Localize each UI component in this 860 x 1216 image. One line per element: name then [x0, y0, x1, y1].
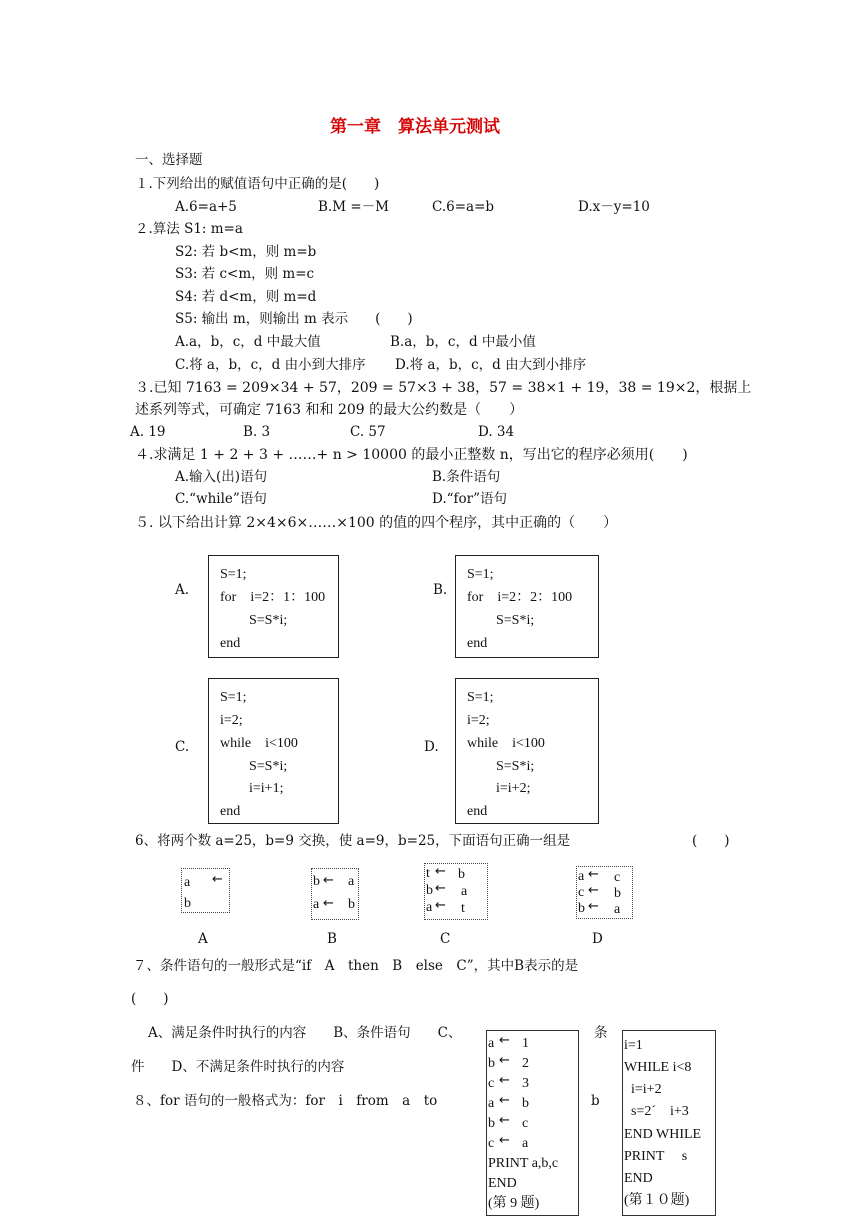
q2-option-d: D.将 a，b，c，d 由大到小排序: [395, 357, 587, 373]
var-name: c: [614, 870, 621, 885]
q2-line: ２.算法 S1: m=a: [135, 221, 243, 237]
code-line: i=2;: [220, 713, 243, 728]
q10-caption: (第１０题): [624, 1193, 690, 1208]
var-name: a: [426, 900, 433, 915]
var-name: b: [488, 1116, 495, 1131]
code-line: END: [488, 1176, 517, 1191]
var-name: b: [426, 883, 433, 898]
assign-value: 2: [522, 1056, 529, 1071]
assign-arrow-icon: ←: [588, 899, 599, 914]
var-name: b: [458, 867, 465, 882]
code-line: S=1;: [467, 690, 494, 705]
code-line: END WHILE: [624, 1127, 702, 1142]
q1-option-b: B.M =－M: [318, 199, 389, 215]
var-name: a: [184, 875, 191, 890]
q4-option-c: C.“while”语句: [175, 491, 267, 507]
code-line: END: [624, 1171, 653, 1186]
var-name: b: [348, 897, 355, 912]
q7-line2: ( ): [131, 991, 169, 1007]
var-name: c: [488, 1136, 495, 1151]
code-line: end: [220, 636, 241, 651]
q4-option-d: D.“for”语句: [432, 491, 508, 507]
code-line: S=1;: [220, 690, 247, 705]
code-line: i=i+2: [631, 1082, 662, 1097]
q4-option-a: A.输入(出)语句: [175, 469, 268, 485]
assign-arrow-icon: ←: [499, 1113, 510, 1128]
code-line: end: [220, 804, 241, 819]
q6-label-b: B: [327, 931, 337, 947]
swap-box-a: [181, 868, 230, 913]
q5-label-d: D.: [424, 739, 439, 755]
q4-stem: ４.求满足 1 + 2 + 3 + ……+ n > 10000 的最小正整数 n，写出它的程序必须用( ): [135, 447, 688, 463]
q6-label-c: C: [440, 931, 451, 947]
q2-option-b: B.a，b，c，d 中最小值: [390, 334, 536, 350]
q3-line2: 述系列等式，可确定 7163 和和 209 的最大公约数是（ ）: [135, 402, 524, 418]
assign-arrow-icon: ←: [212, 872, 223, 887]
q2-line: S4: 若 d<m，则 m=d: [175, 289, 317, 305]
assign-arrow-icon: ←: [499, 1053, 510, 1068]
assign-value: a: [522, 1136, 529, 1151]
section-heading: 一、选择题: [135, 152, 203, 168]
assign-arrow-icon: ←: [499, 1033, 510, 1048]
q7-line3-tail: 条: [594, 1025, 608, 1041]
var-name: t: [426, 866, 430, 881]
var-name: b: [313, 874, 320, 889]
var-name: c: [488, 1076, 495, 1091]
q5-label-a: A.: [175, 582, 190, 598]
code-line: PRINT a,b,c: [488, 1156, 559, 1171]
q2-line: S3: 若 c<m，则 m=c: [175, 266, 315, 282]
q9-caption: (第 9 题): [488, 1196, 540, 1211]
q6-label-a: A: [198, 931, 208, 947]
q9-program-box: [486, 1030, 579, 1216]
assign-arrow-icon: ←: [499, 1133, 510, 1148]
var-name: b: [184, 896, 191, 911]
code-line: S=1;: [467, 567, 494, 582]
q8-line1-tail: b: [591, 1093, 600, 1109]
var-name: a: [488, 1096, 495, 1111]
q7-line1: ７、条件语句的一般形式是“if A then B else C”，其中B表示的是: [133, 958, 579, 974]
q4-option-b: B.条件语句: [432, 469, 501, 485]
var-name: b: [578, 901, 585, 916]
page-title: 第一章 算法单元测试: [330, 117, 500, 137]
q2-option-c: C.将 a，b，c，d 由小到大排序: [175, 357, 366, 373]
code-line: S=S*i;: [249, 759, 288, 774]
assign-arrow-icon: ←: [323, 873, 334, 888]
q3-option-a: A. 19: [130, 424, 166, 440]
code-line: i=i+1;: [249, 781, 284, 796]
assign-arrow-icon: ←: [435, 898, 446, 913]
code-line: for i=2：2：100: [467, 590, 573, 605]
var-name: t: [461, 901, 465, 916]
swap-box-c: [424, 863, 488, 920]
code-line: i=i+2;: [496, 781, 531, 796]
q7-line3: A、满足条件时执行的内容 B、条件语句 C、: [148, 1025, 462, 1041]
q8-line1: ８、for 语句的一般格式为：for i from a to: [133, 1093, 438, 1109]
q2-option-a: A.a，b，c，d 中最大值: [175, 334, 321, 350]
code-line: i=2;: [467, 713, 490, 728]
swap-box-d: [576, 866, 633, 919]
code-line: while i<100: [220, 736, 298, 751]
q1-stem: １.下列给出的赋值语句中正确的是( ): [135, 176, 380, 192]
assign-arrow-icon: ←: [323, 896, 334, 911]
assign-arrow-icon: ←: [499, 1093, 510, 1108]
q3-option-c: C. 57: [350, 424, 386, 440]
program-box-a: [208, 555, 339, 658]
program-box-d: [455, 678, 599, 824]
code-line: PRINT s: [624, 1149, 688, 1164]
var-name: b: [614, 886, 621, 901]
q5-label-c: C.: [175, 739, 190, 755]
q6-stem: 6、将两个数 a=25，b=9 交换，使 a=9，b=25，下面语句正确一组是: [135, 833, 571, 849]
code-line: S=S*i;: [496, 759, 535, 774]
code-line: end: [467, 636, 488, 651]
q1-option-c: C.6=a=b: [432, 199, 495, 215]
var-name: a: [578, 869, 585, 884]
assign-value: 1: [522, 1036, 529, 1051]
q3-line1: ３.已知 7163 = 209×34 + 57，209 = 57×3 + 38，57 = 38×1 + 19，38 = 19×2，根据上: [135, 380, 752, 396]
assign-value: 3: [522, 1076, 529, 1091]
q5-stem: ５. 以下给出计算 2×4×6×……×100 的值的四个程序，其中正确的（ ）: [135, 515, 618, 531]
assign-arrow-icon: ←: [499, 1073, 510, 1088]
code-line: S=S*i;: [496, 613, 535, 628]
code-line: i=1: [624, 1038, 643, 1053]
var-name: a: [614, 902, 621, 917]
q1-option-a: A.6=a+5: [175, 199, 237, 215]
q5-label-b: B.: [433, 582, 448, 598]
code-line: S=S*i;: [249, 613, 288, 628]
var-name: c: [578, 885, 585, 900]
code-line: end: [467, 804, 488, 819]
assign-arrow-icon: ←: [435, 864, 446, 879]
q3-option-d: D. 34: [478, 424, 515, 440]
assign-arrow-icon: ←: [435, 881, 446, 896]
swap-box-b: [311, 868, 359, 920]
q1-option-d: D.x－y=10: [578, 199, 650, 215]
q2-line: S5: 输出 m，则输出 m 表示 ( ): [175, 311, 413, 327]
program-box-c: [208, 678, 339, 824]
q6-label-d: D: [592, 931, 603, 947]
var-name: a: [461, 884, 468, 899]
code-line: WHILE i<8: [624, 1060, 692, 1075]
q10-program-box: [622, 1030, 716, 1216]
code-line: while i<100: [467, 736, 545, 751]
program-box-b: [455, 555, 599, 658]
var-name: a: [488, 1036, 495, 1051]
code-line: S=1;: [220, 567, 247, 582]
assign-value: c: [522, 1116, 529, 1131]
code-line: for i=2：1：100: [220, 590, 326, 605]
assign-value: b: [522, 1096, 529, 1111]
q2-line: S2: 若 b<m，则 m=b: [175, 244, 317, 260]
q3-option-b: B. 3: [243, 424, 271, 440]
q7-line4: 件 D、不满足条件时执行的内容: [131, 1059, 345, 1075]
var-name: a: [348, 874, 355, 889]
var-name: b: [488, 1056, 495, 1071]
code-line: s=2ˊ i+3: [631, 1104, 689, 1119]
assign-arrow-icon: ←: [588, 867, 599, 882]
assign-arrow-icon: ←: [588, 883, 599, 898]
var-name: a: [313, 897, 320, 912]
q6-answer-paren: ( ): [692, 833, 730, 849]
